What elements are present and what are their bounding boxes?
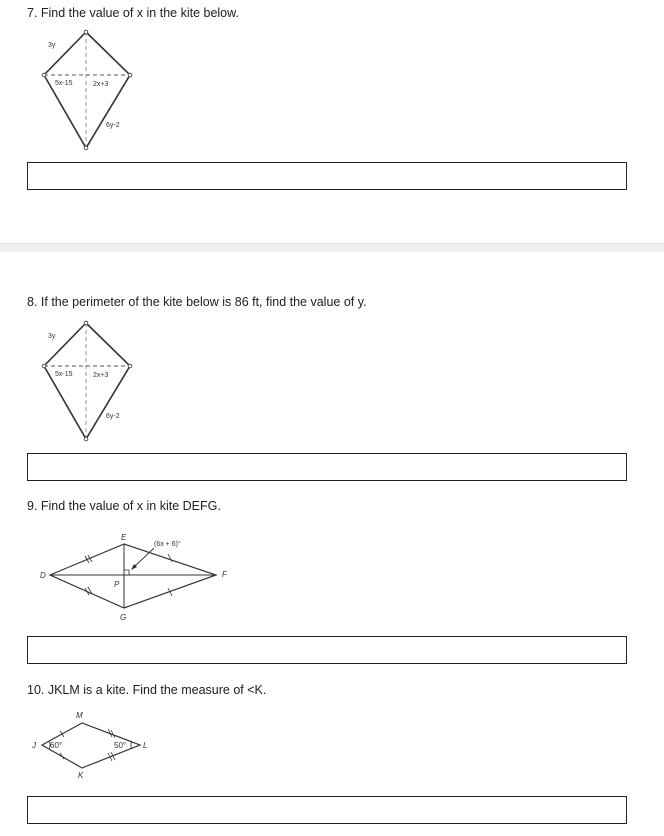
question-9-answer-box[interactable] [27, 636, 627, 664]
question-8-text: 8. If the perimeter of the kite below is 86 ft, find the value of y. [27, 295, 367, 309]
question-8-answer-box[interactable] [27, 453, 627, 481]
question-8-kite-figure [38, 319, 138, 444]
label-bottom-side: 6y-2 [106, 122, 120, 129]
question-9-text: 9. Find the value of x in kite DEFG. [27, 499, 221, 513]
angle-expression-label: (6x + 6)° [154, 541, 181, 548]
label-right-segment: 2x+3 [93, 81, 109, 88]
label-right-segment: 2x+3 [93, 372, 109, 379]
kite-outline [50, 544, 216, 608]
question-7-kite-figure [38, 28, 138, 153]
label-top-side: 3y [48, 333, 56, 340]
vertex-label-e: E [121, 533, 127, 542]
label-top-side: 3y [48, 42, 56, 49]
question-10-text: 10. JKLM is a kite. Find the measure of <K. [27, 683, 267, 697]
kite-outline [44, 323, 130, 439]
question-9-kite-figure [36, 530, 236, 626]
vertex-label-l: L [143, 741, 148, 750]
question-10-answer-box[interactable] [27, 796, 627, 824]
vertex-label-m: M [76, 711, 83, 720]
vertex-label-g: G [120, 613, 127, 622]
label-left-segment: 5x-15 [55, 371, 73, 378]
vertex-label-f: F [222, 570, 227, 579]
question-10-kite-figure [30, 708, 160, 784]
vertex-label-d: D [40, 571, 46, 580]
question-7-answer-box[interactable] [27, 162, 627, 190]
label-left-segment: 5x-15 [55, 80, 73, 87]
label-bottom-side: 6y-2 [106, 413, 120, 420]
question-7-text: 7. Find the value of x in the kite below. [27, 6, 239, 20]
vertex-label-j: J [32, 741, 36, 750]
angle-j-label: 60° [50, 741, 63, 750]
vertex-label-p: P [114, 580, 120, 589]
kite-outline [44, 32, 130, 148]
section-separator [0, 243, 664, 252]
vertex-label-k: K [78, 771, 84, 780]
angle-l-label: 50° [114, 741, 127, 750]
